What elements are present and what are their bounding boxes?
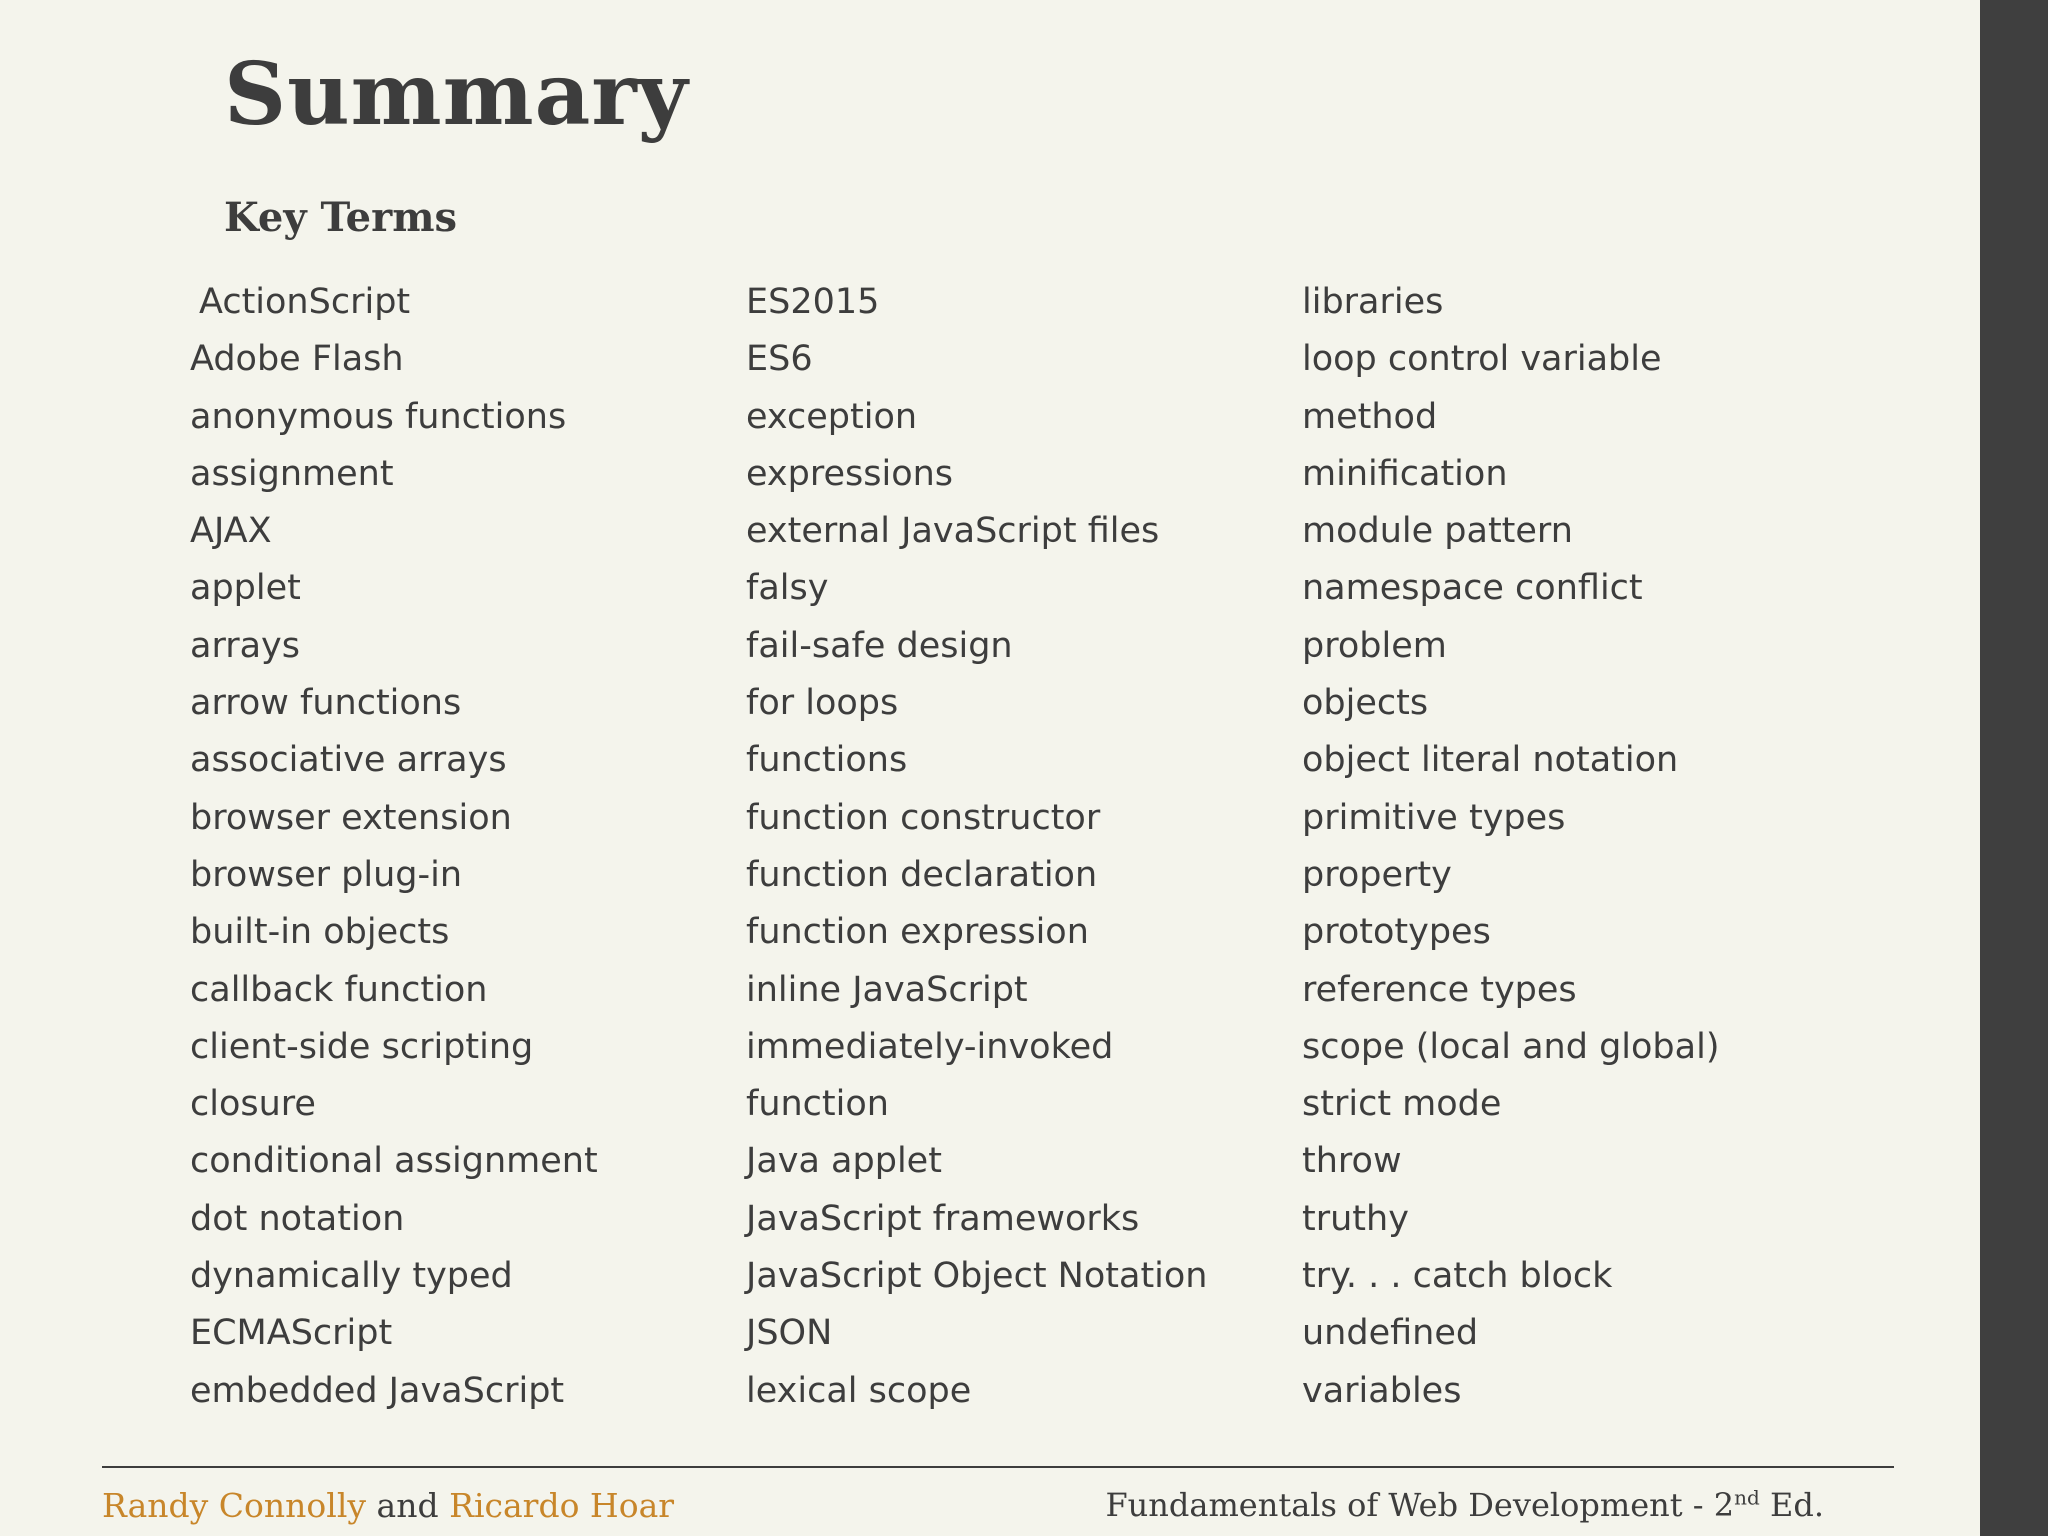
key-term-item: JSON: [746, 1313, 833, 1354]
key-term-item: undefined: [1302, 1313, 1479, 1354]
key-term-item: closure: [190, 1084, 316, 1125]
key-term-item: method: [1302, 396, 1438, 437]
key-term-item: ECMAScript: [190, 1313, 393, 1354]
key-term-item: browser extension: [190, 797, 512, 838]
key-term-item: prototypes: [1302, 912, 1491, 953]
footer-connector: and: [376, 1486, 439, 1525]
key-term-item: ActionScript: [199, 282, 411, 322]
key-term-item: loop control variable: [1302, 339, 1662, 380]
key-term-item: client-side scripting: [190, 1026, 534, 1067]
key-term-item: minification: [1302, 453, 1508, 494]
key-term-item: exception: [746, 396, 918, 437]
key-term-item: scope (local and global): [1302, 1026, 1720, 1067]
key-term-item: AJAX: [190, 511, 272, 552]
key-term-item: applet: [190, 568, 301, 609]
key-term-item: functions: [746, 740, 908, 781]
key-term-item: immediately-invoked: [746, 1026, 1114, 1067]
key-term-item: ES2015: [746, 282, 880, 322]
key-term-item: callback function: [190, 969, 488, 1010]
key-term-item: arrow functions: [190, 683, 462, 724]
key-term-item: libraries: [1302, 282, 1444, 322]
key-term-item: function: [746, 1084, 889, 1125]
key-term-item: truthy: [1302, 1198, 1409, 1239]
key-term-item: problem: [1302, 625, 1447, 666]
key-term-item: for loops: [746, 683, 899, 724]
key-term-item: assignment: [190, 453, 394, 494]
key-term-item: conditional assignment: [190, 1141, 598, 1182]
key-term-item: reference types: [1302, 969, 1577, 1010]
key-term-item: module pattern: [1302, 511, 1573, 552]
slide-subtitle: Key Terms: [224, 194, 458, 241]
key-term-item: namespace conflict: [1302, 568, 1643, 609]
key-term-item: associative arrays: [190, 740, 507, 781]
key-term-item: ES6: [746, 339, 813, 380]
footer-book-title: [1105, 1486, 1824, 1524]
key-term-item: built-in objects: [190, 912, 450, 953]
key-term-item: browser plug-in: [190, 854, 463, 895]
key-term-item: external JavaScript files: [746, 511, 1160, 552]
key-term-item: lexical scope: [746, 1370, 972, 1411]
footer-author-2: Ricardo Hoar: [449, 1486, 675, 1525]
footer-edition-suffix: Ed.: [1769, 1486, 1824, 1524]
key-term-item: inline JavaScript: [746, 969, 1028, 1010]
key-term-item: function constructor: [746, 797, 1101, 838]
footer-divider: [102, 1466, 1894, 1468]
terms-column-3: [1302, 274, 1719, 1420]
key-term-item: falsy: [746, 568, 829, 609]
key-term-item: Java applet: [746, 1141, 942, 1182]
key-term-item: arrays: [190, 625, 301, 666]
key-term-item: try. . . catch block: [1302, 1256, 1613, 1297]
key-terms-list: [0, 274, 1980, 1424]
key-term-item: objects: [1302, 683, 1429, 724]
key-term-item: JavaScript frameworks: [746, 1198, 1140, 1239]
key-term-item: expressions: [746, 453, 954, 494]
footer-book-name: Fundamentals of Web Development - 2: [1105, 1486, 1735, 1524]
slide-title: Summary: [224, 44, 689, 145]
key-term-item: primitive types: [1302, 797, 1566, 838]
key-term-item: embedded JavaScript: [190, 1370, 565, 1411]
key-term-item: object literal notation: [1302, 740, 1679, 781]
footer-authors: [102, 1486, 674, 1525]
key-term-item: function declaration: [746, 854, 1098, 895]
footer-edition-sup: nd: [1734, 1485, 1760, 1510]
key-term-item: property: [1302, 854, 1452, 895]
terms-column-1: [190, 274, 598, 1420]
key-term-item: throw: [1302, 1141, 1402, 1182]
key-term-item: dynamically typed: [190, 1256, 513, 1297]
key-term-item: strict mode: [1302, 1084, 1502, 1125]
side-dark-bar: [1980, 0, 2048, 1536]
key-term-item: fail-safe design: [746, 625, 1013, 666]
key-term-item: variables: [1302, 1370, 1462, 1411]
key-term-item: anonymous functions: [190, 396, 567, 437]
footer-author-1: Randy Connolly: [102, 1486, 367, 1525]
key-term-item: Adobe Flash: [190, 339, 404, 380]
key-term-item: JavaScript Object Notation: [746, 1256, 1208, 1297]
key-term-item: dot notation: [190, 1198, 405, 1239]
terms-column-2: [746, 274, 1208, 1420]
key-term-item: function expression: [746, 912, 1089, 953]
